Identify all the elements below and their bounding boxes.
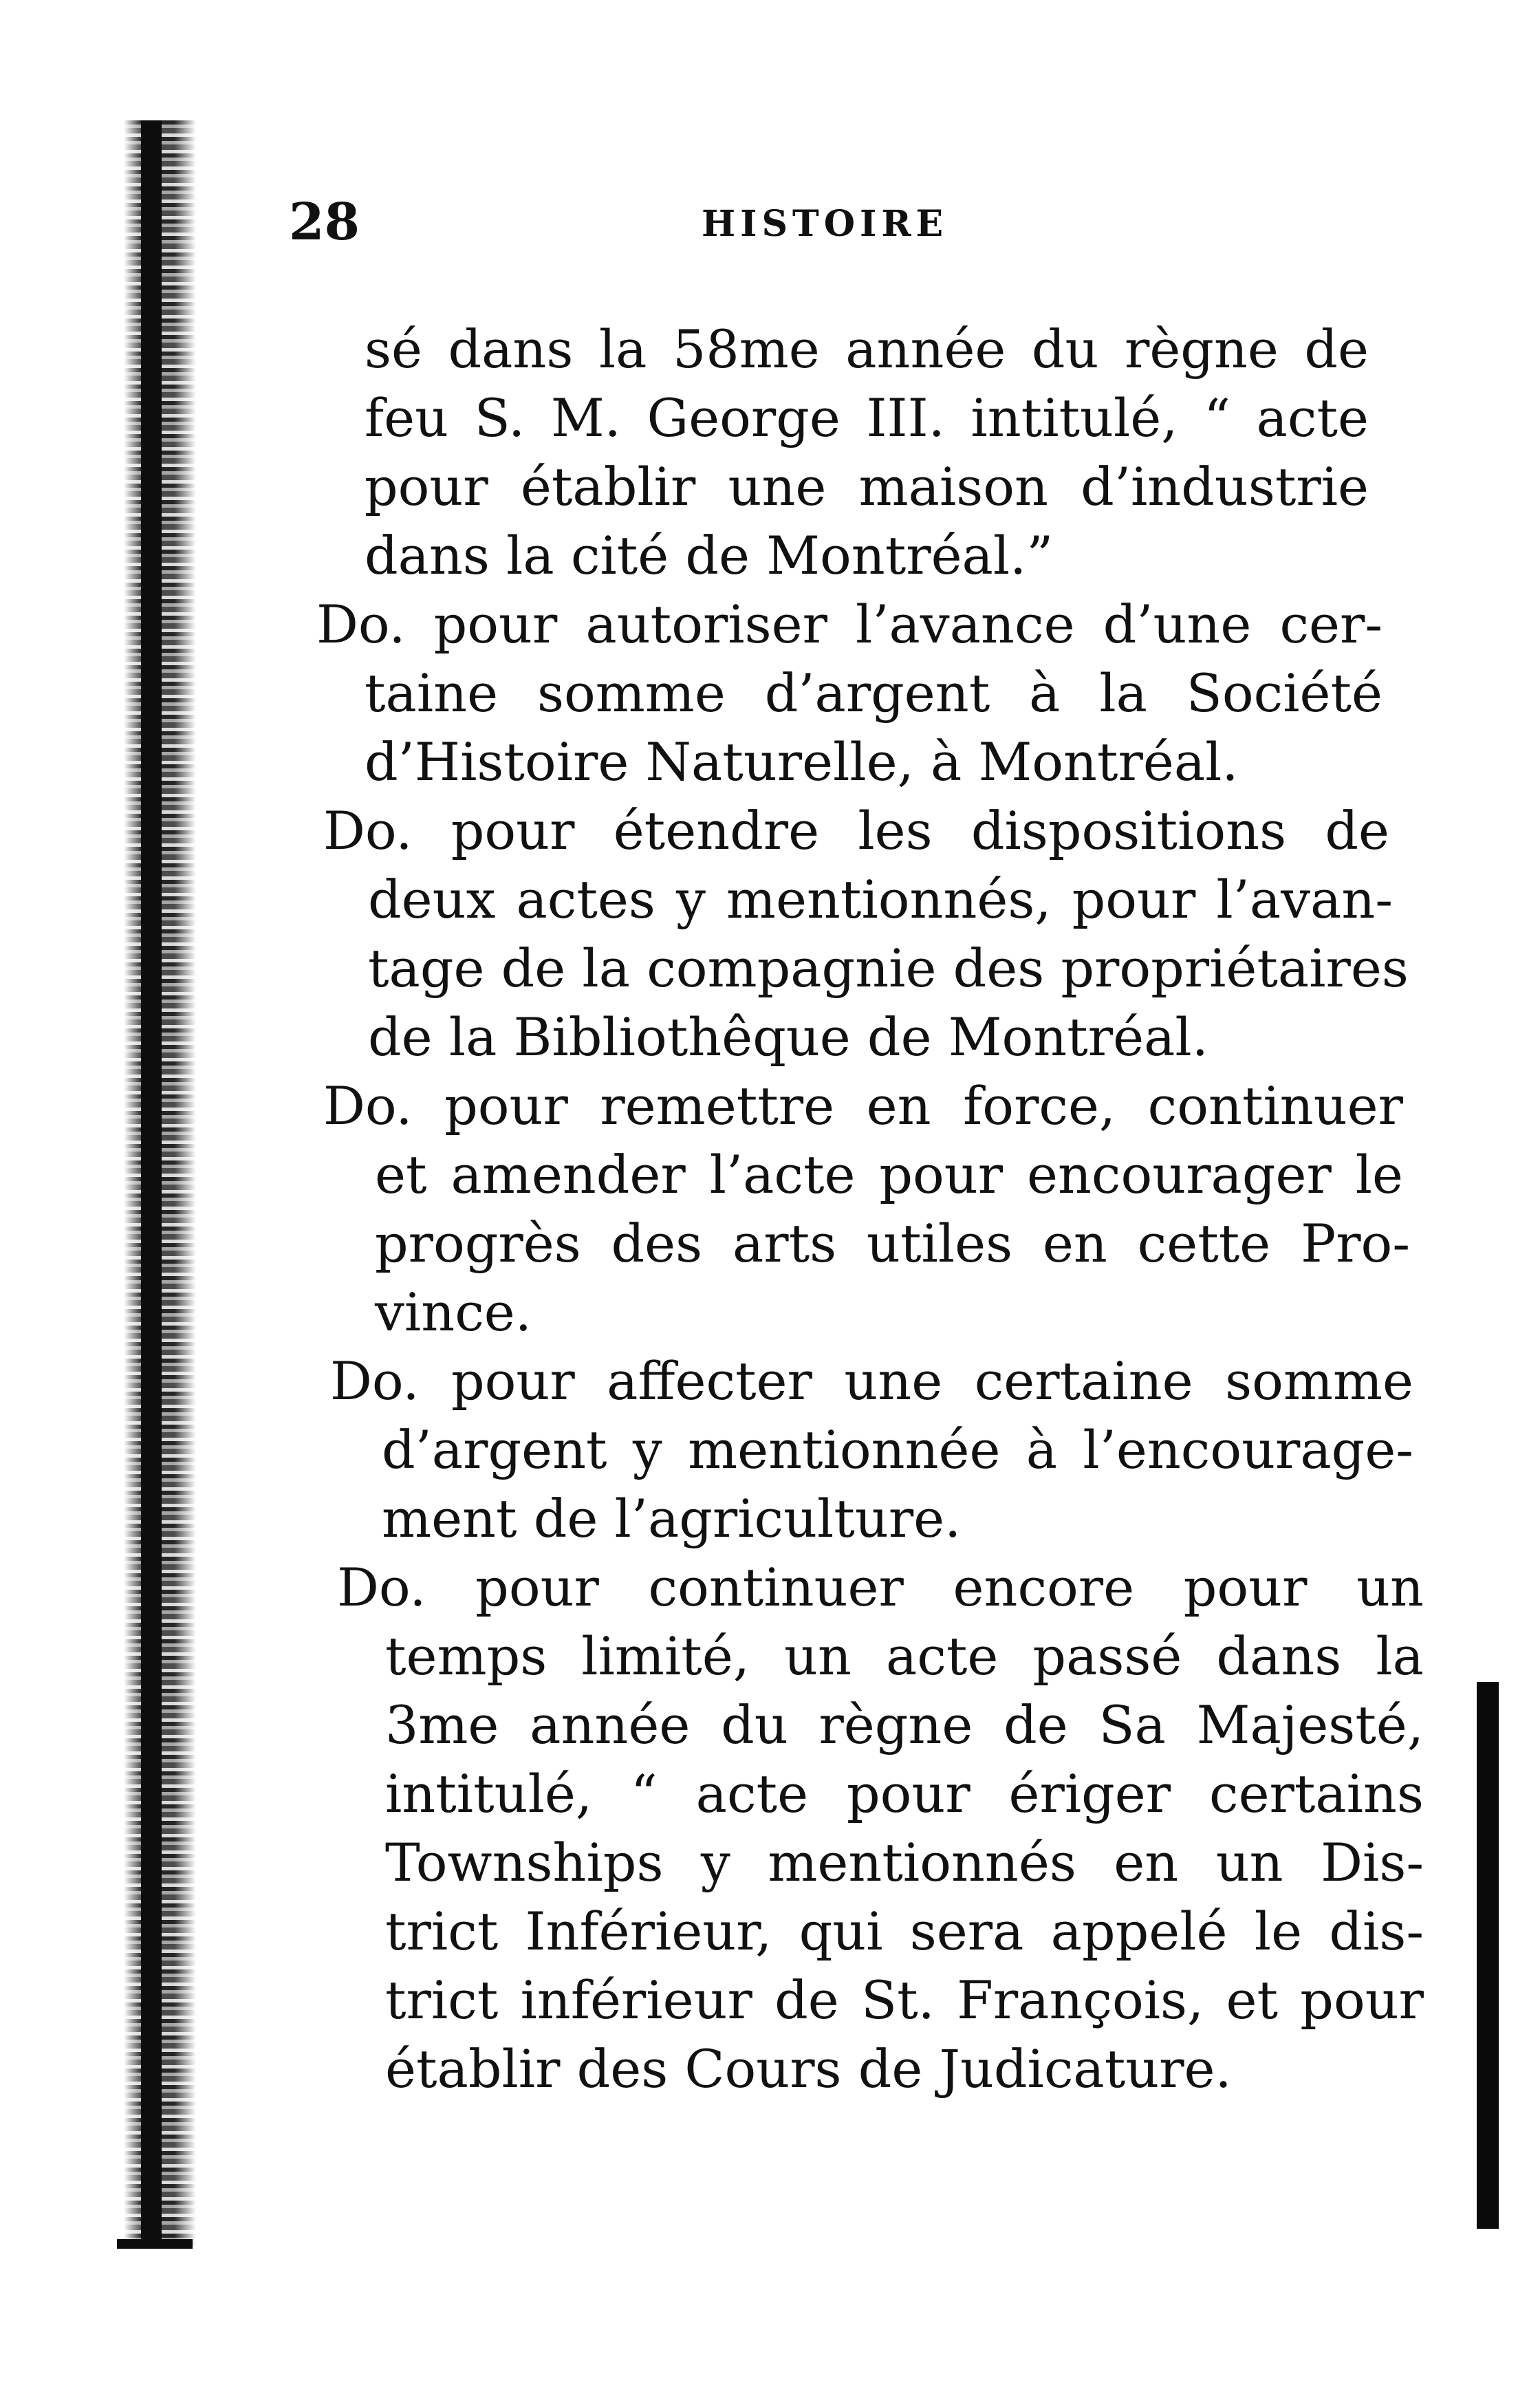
text-line: et amender l’acte pour encourager le bbox=[375, 1144, 1403, 1205]
text-line: taine somme d’argent à la Société bbox=[365, 662, 1382, 724]
page-header bbox=[289, 191, 1382, 253]
text-line: d’argent y mentionnée à l’encourage- bbox=[382, 1419, 1413, 1480]
right-margin-rule bbox=[1477, 1682, 1499, 2229]
text-line: Do. pour autoriser l’avance d’une cer- bbox=[316, 594, 1382, 655]
text-line: d’Histoire Naturelle, à Montréal. bbox=[365, 731, 1239, 792]
binding-foot bbox=[117, 2239, 193, 2249]
text-line: dans la cité de Montréal.” bbox=[365, 525, 1054, 586]
text-line: de la Bibliothêque de Montréal. bbox=[368, 1006, 1208, 1068]
text-line: vince. bbox=[375, 1282, 532, 1343]
text-line: Townships y mentionnés en un Dis- bbox=[385, 1832, 1424, 1893]
text-line: deux actes y mentionnés, pour l’avan- bbox=[368, 869, 1393, 930]
text-line: progrès des arts utiles en cette Pro- bbox=[375, 1213, 1410, 1274]
text-line: trict Inférieur, qui sera appelé le dis- bbox=[385, 1901, 1424, 1962]
text-line: ment de l’agriculture. bbox=[382, 1488, 962, 1549]
text-line: Do. pour étendre les dispositions de bbox=[323, 800, 1389, 861]
text-line: intitulé, “ acte pour ériger certains bbox=[385, 1763, 1424, 1824]
text-line: trict inférieur de St. François, et pour bbox=[385, 1969, 1424, 2031]
text-line: Do. pour remettre en force, continuer bbox=[323, 1075, 1403, 1136]
text-line: pour établir une maison d’industrie bbox=[365, 456, 1369, 517]
text-line: Do. pour continuer encore pour un bbox=[337, 1557, 1424, 1618]
binding-shadow bbox=[141, 120, 162, 2246]
text-line: sé dans la 58me année du règne de bbox=[365, 318, 1369, 380]
text-line: établir des Cours de Judicature. bbox=[385, 2038, 1232, 2099]
text-line: feu S. M. George III. intitulé, “ acte bbox=[365, 387, 1369, 449]
text-line: tage de la compagnie des propriétaires bbox=[368, 938, 1409, 999]
text-line: Do. pour affecter une certaine somme bbox=[330, 1350, 1413, 1412]
text-line: 3me année du règne de Sa Majesté, bbox=[385, 1694, 1424, 1756]
page-number: 28 bbox=[289, 193, 360, 252]
text-line: temps limité, un acte passé dans la bbox=[385, 1625, 1424, 1687]
running-head: HISTOIRE bbox=[702, 203, 948, 245]
